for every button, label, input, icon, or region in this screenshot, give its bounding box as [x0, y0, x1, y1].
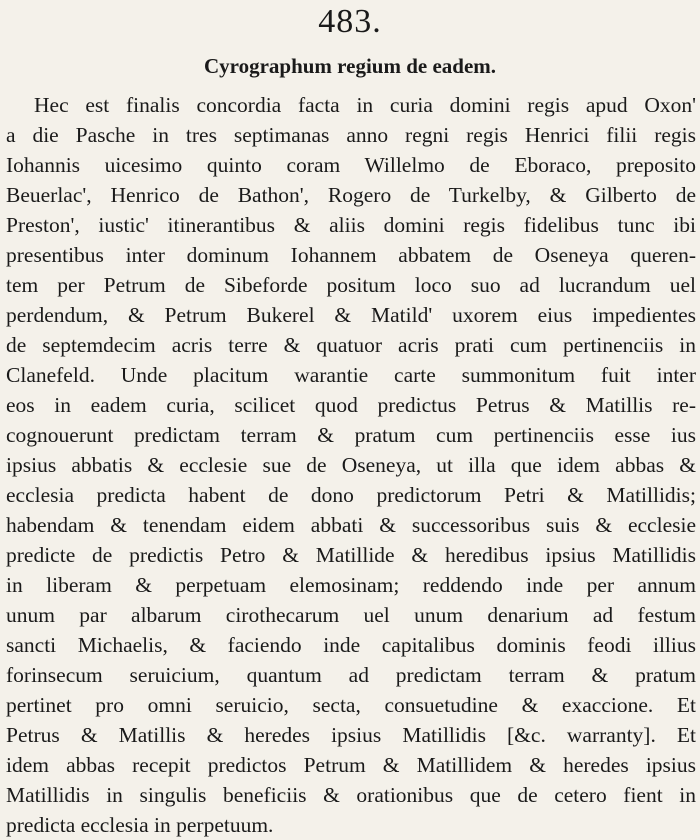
body-paragraph — [6, 90, 696, 840]
text-line: Clanefeld. Unde placitum warantie carte summonitum fuit inter — [6, 363, 696, 387]
page-number: 483. — [318, 3, 382, 40]
text-line: predicte de predictis Petro & Matillide & heredibus ipsius Matillidis — [6, 543, 696, 567]
text-line: ipsius abbatis & ecclesie sue de Oseneya, ut illa que idem abbas & — [6, 453, 696, 477]
text-line: Preston', iustic' itinerantibus & aliis domini regis fidelibus tunc ibi — [6, 213, 696, 237]
text-line: perdendum, & Petrum Bukerel & Matild' uxorem eius impedientes — [6, 303, 696, 327]
text-line: Iohannis uicesimo quinto coram Willelmo de Eboraco, preposito — [6, 153, 696, 177]
text-line: cognouerunt predictam terram & pratum cum pertinenciis esse ius — [6, 423, 696, 447]
text-line: Matillidis in singulis beneficiis & orationibus que de cetero fient in — [6, 783, 696, 807]
text-line: predicta ecclesia in perpetuum. — [6, 813, 274, 837]
text-line: unum par albarum cirothecarum uel unum denarium ad festum — [6, 603, 696, 627]
text-line: Hec est finalis concordia facta in curia domini regis apud Oxon' — [34, 93, 696, 117]
text-line: Petrus & Matillis & heredes ipsius Matillidis [&c. warranty]. Et — [6, 723, 696, 747]
text-line: ecclesia predicta habent de dono predictorum Petri & Matillidis; — [6, 483, 696, 507]
text-line: sancti Michaelis, & faciendo inde capitalibus dominis feodi illius — [6, 633, 696, 657]
section-title: Cyrographum regium de eadem. — [203, 54, 497, 78]
text-line: de septemdecim acris terre & quatuor acris prati cum pertinenciis in — [6, 333, 696, 357]
text-line: in liberam & perpetuam elemosinam; reddendo inde per annum — [6, 573, 696, 597]
text-line: presentibus inter dominum Iohannem abbatem de Oseneya queren- — [6, 243, 696, 267]
text-line: eos in eadem curia, scilicet quod predictus Petrus & Matillis re- — [6, 393, 696, 417]
text-line: forinsecum seruicium, quantum ad predictam terram & pratum — [6, 663, 696, 687]
text-line: tem per Petrum de Sibeforde positum loco suo ad lucrandum uel — [6, 273, 696, 297]
text-line: pertinet pro omni seruicio, secta, consuetudine & exaccione. Et — [6, 693, 696, 717]
text-line: idem abbas recepit predictos Petrum & Matillidem & heredes ipsius — [6, 753, 696, 777]
text-line: habendam & tenendam eidem abbati & successoribus suis & ecclesie — [6, 513, 696, 537]
text-line: Beuerlac', Henrico de Bathon', Rogero de Turkelby, & Gilberto de — [6, 183, 696, 207]
text-line: a die Pasche in tres septimanas anno regni regis Henrici filii regis — [6, 123, 696, 147]
